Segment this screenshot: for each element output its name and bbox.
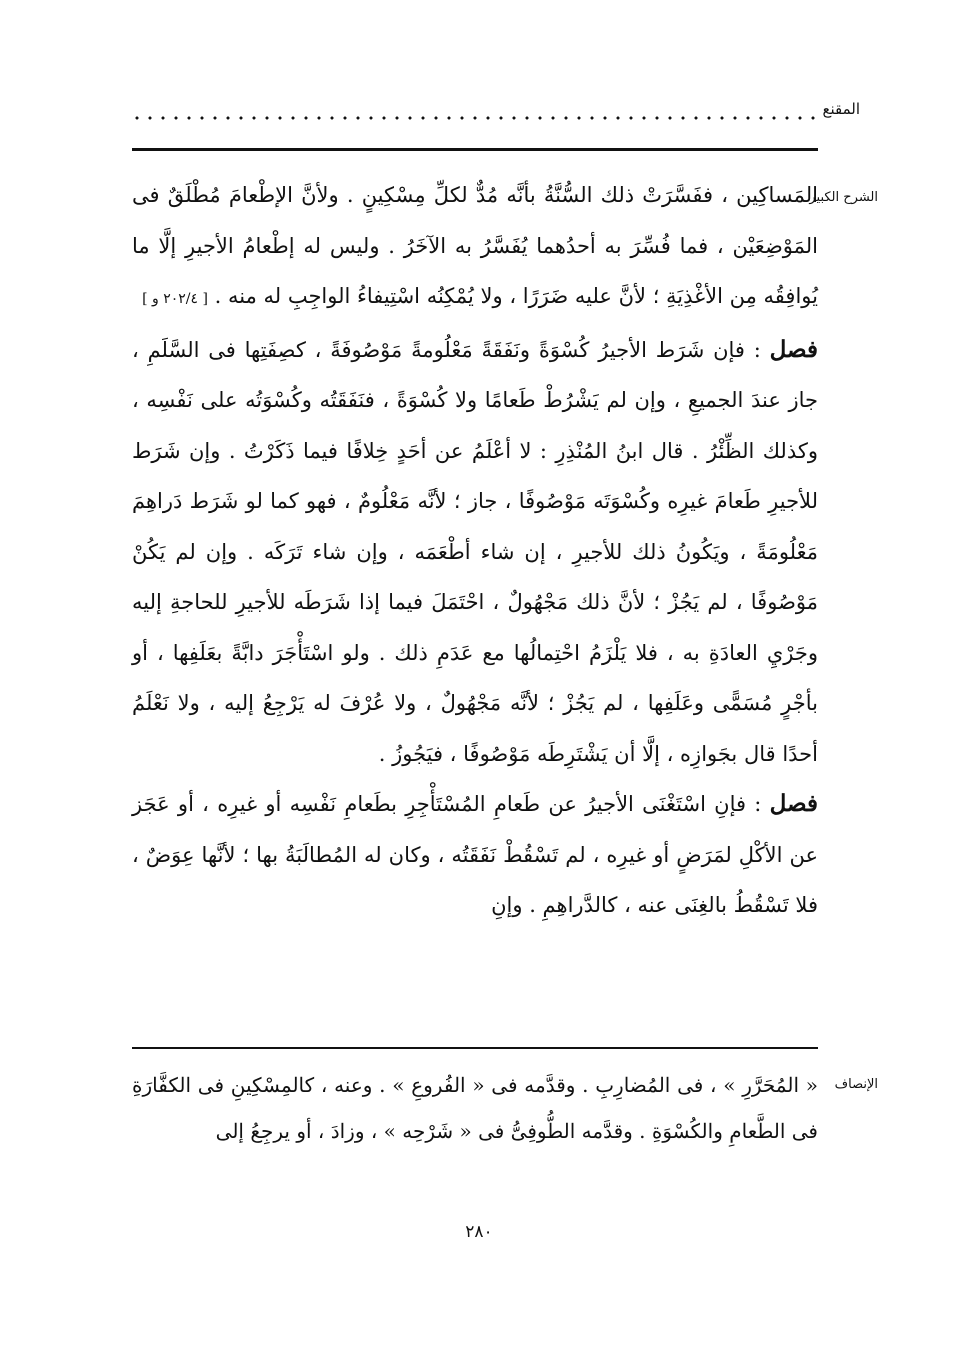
paragraph-3 (132, 779, 818, 931)
footnote-divider (132, 1047, 818, 1049)
header-book-title: المقنع (822, 100, 860, 118)
header-dotted-rule (132, 108, 818, 128)
side-label-insaf: الإنصاف (834, 1077, 878, 1092)
paragraph-1 (132, 170, 818, 325)
paragraph-2-text: : فإن شَرَط الأجيرُ كُسْوَةً ونَفَقَةً مَعْلُومةً مَوْصُوفَةً ، كصِفَتِها فى السَّلَمِ ، جاز عندَ الجميعِ ، وإن لم يَشْرُطْ طَعامًا ولا كُسْوَةً ، فنَفَقَتُه وكُسْوَتُه على نَفْسِه ، وكذلك الظِّئْرُ . قال ابنُ المُنْذِرِ : لا أعْلَمُ عن أحَدٍ خِلافًا فيما ذَكَرْتُ . وإن شَرَط للأجيرِ طَعامَ غيرِه وكُسْوَتَه مَوْصُوفًا ، جاز ؛ لأنَّه مَعْلُومٌ ، فهو كما لو شَرَط دَراهِمَ مَعْلُومَةً ، ويَكُونُ ذلك للأجيرِ ، إن شاء أطْعَمَه ، وإن شاء تَرَكَه . وإن لم يَكُنْ مَوْصُوفًا ، لم يَجُزْ ؛ لأنَّ ذلك مَجْهُولٌ ، احْتَمَلَ فيما إذا شَرَطَه للأجيرِ للحاجةِ إليه وجَرْيِ العادَةِ به ، فلا يَلْزَمُ احْتِمالُها مع عَدَمِ ذلك . ولو اسْتَأْجَرَ دابَّةً بعَلَفِها ، أو بأجْرٍ مُسَمًّى وعَلَفِها ، لم يَجُزْ ؛ لأنَّه مَجْهُولٌ ، ولا عُرْفَ له يَرْجِعُ إليه ، ولا نَعْلَمُ أحدًا قال بجَوازِه ، إلَّا أن يَشْتَرِطَه مَوْصُوفًا ، فيَجُوزُ . (132, 337, 818, 766)
main-text-column (132, 170, 818, 931)
footnote-text: « المُحَرَّرِ » ، فى المُضارِبِ . وقدَّمه فى « الفُروعِ » . وعنه ، كالمِسْكِينِ فى الكفَّارَةِ فى الطَّعامِ والكُسْوَةِ . وقدَّمه الطُّوفِىُّ فى « شَرْحِه » ، وزادَ ، أو يرجِعُ إلى (132, 1073, 818, 1143)
paragraph-1-text: المَساكِين ، ففَسَّرَتْ ذلك السُّنَّةُ بأنَّه مُدٌّ لكلِّ مِسْكِينٍ . ولأنَّ الإطْعامَ مُطْلَقٌ فى المَوْضِعَيْن ، فما فُسِّرَ به أحدُهما يُفَسَّرُ به الآخَرُ . وليس له إطْعامُ الأجيرِ إلَّا ما يُوافِقُه مِن الأغْذِيَةِ ؛ لأنَّ عليه ضَرَرًا ، ولا يُمْكِنُه اسْتِيفاءُ الواجِبِ له منه . (132, 183, 818, 308)
section-heading-fasl: فصل (769, 790, 818, 817)
paragraph-2 (132, 325, 818, 780)
footnote-column (132, 1062, 818, 1154)
manuscript-reference: [ ٢٠٢/٤ و ] (142, 291, 208, 307)
section-heading-fasl: فصل (769, 335, 818, 363)
page-number: ٢٨٠ (465, 1222, 493, 1242)
paragraph-3-text: : فإنِ اسْتَغْنَى الأجيرُ عن طَعامِ المُسْتَأْجِرِ بطَعامِ نَفْسِه أو غيرِه ، أو عَجَز عن الأكْلِ لمَرَضٍ أو غيرِه ، لم تَسْقُطْ نَفَقَتُه ، وكان له المُطالَبَةُ بها ؛ لأنَّها عِوَضٌ ، فلا تَسْقُطُ بالغِنَى عنه ، كالدَّراهِمِ . وإنِ (132, 792, 818, 917)
side-label-sharh: الشرح الكبير (809, 190, 878, 205)
header-solid-rule (132, 148, 818, 151)
